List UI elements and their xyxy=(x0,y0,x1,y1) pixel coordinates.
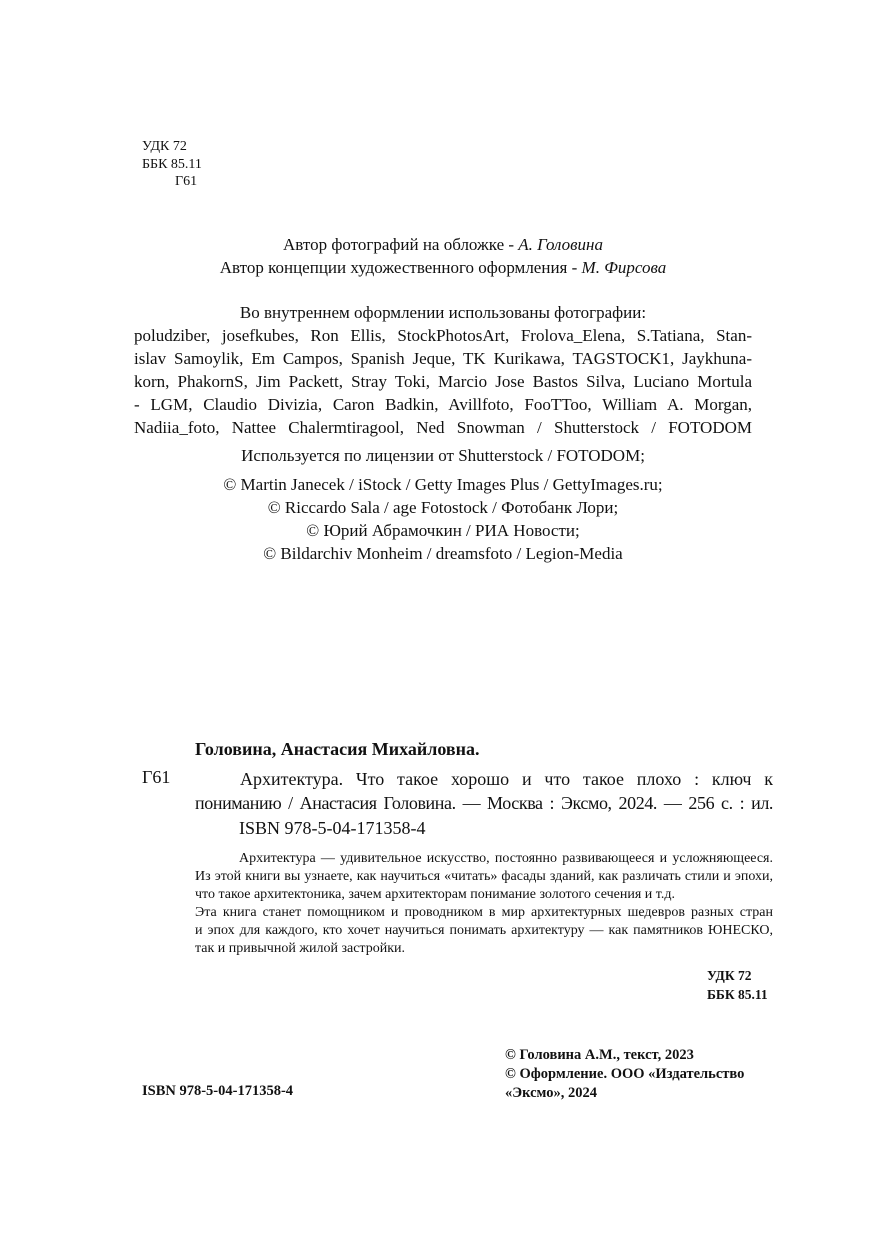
bottom-bbk: ББК 85.11 xyxy=(707,987,768,1002)
annotation-line: так и привычной жилой застройки. xyxy=(195,941,405,956)
license-note: Используется по лицензии от Shutterstock / FOTODOM; xyxy=(241,446,645,465)
annotation-line: что такое архитектоника, зачем архитекторам понимание золотого сечения и т.д. xyxy=(195,887,675,902)
cover-photo-credit: Автор фотографий на обложке - А. Головина xyxy=(283,235,603,254)
classification-block xyxy=(142,138,202,191)
rights-line: © Martin Janecek / iStock / Getty Images Plus / GettyImages.ru; xyxy=(223,475,663,494)
record-title xyxy=(195,767,773,815)
rights-line: © Юрий Абрамочкин / РИА Новости; xyxy=(306,521,580,540)
footer-isbn: ISBN 978-5-04-171358-4 xyxy=(142,1083,294,1099)
record-author: Головина, Анастасия Михайловна. xyxy=(195,739,480,759)
rights-line: © Bildarchiv Monheim / dreamsfoto / Legion-Media xyxy=(263,544,623,563)
photo-rights xyxy=(0,473,886,565)
annotation-line: Из этой книги вы узнаете, как научиться «читать» фасады зданий, как различать стили и эпохи, xyxy=(195,869,773,884)
copyright-line: © Оформление. ООО «Издательство xyxy=(505,1066,745,1082)
interior-credits-heading: Во внутреннем оформлении использованы фотографии: xyxy=(239,303,647,322)
interior-credits-line: islav Samoylik, Em Campos, Spanish Jeque, TK Kurikawa, TAGSTOCK1, Jaykhuna- xyxy=(134,349,752,368)
record-cutter: Г61 xyxy=(142,767,171,787)
record-title-line: Архитектура. Что такое хорошо и что такое плохо : ключ к xyxy=(240,769,773,789)
udk-code: УДК 72 xyxy=(142,139,187,154)
annotation-line: и эпох для каждого, кто хочет научиться понимать архитектуру — как памятников ЮНЕСКО, xyxy=(195,923,773,938)
interior-credits xyxy=(0,301,886,439)
bottom-classification xyxy=(707,966,768,1004)
rights-line: © Riccardo Sala / age Fotostock / Фотобанк Лори; xyxy=(267,498,619,517)
interior-credits-line: Nadiia_foto, Nattee Chalermtiragool, Ned Snowman / Shutterstock / FOTODOM xyxy=(134,418,752,437)
interior-credits-line: korn, PhakornS, Jim Packett, Stray Toki, Marcio Jose Bastos Silva, Luciano Mortula xyxy=(134,372,752,391)
annotation-line: Эта книга станет помощником и проводником в мир архитектурных шедевров разных стран xyxy=(195,905,773,920)
bbk-code: ББК 85.11 xyxy=(142,156,202,172)
interior-credits-line: - LGM, Claudio Divizia, Caron Badkin, Avillfoto, FooTToo, William A. Morgan, xyxy=(134,395,752,414)
copyright-line: «Эксмо», 2024 xyxy=(505,1085,597,1101)
cutter-code: Г61 xyxy=(175,174,198,189)
record-title-line: пониманию / Анастасия Головина. — Москва : Эксмо, 2024. — 256 с. : ил. xyxy=(195,793,773,813)
annotation-line: Архитектура — удивительное искусство, постоянно развивающееся и усложняющееся. xyxy=(239,851,773,866)
bottom-udk: УДК 72 xyxy=(707,968,752,983)
annotation xyxy=(195,850,773,958)
copyright-line: © Головина А.М., текст, 2023 xyxy=(505,1047,694,1063)
cover-design-credit: Автор концепции художественного оформления - М. Фирсова xyxy=(219,258,667,277)
record-isbn: ISBN 978-5-04-171358-4 xyxy=(239,818,426,838)
copyright-block xyxy=(505,1046,744,1103)
interior-credits-line: poludziber, josefkubes, Ron Ellis, StockPhotosArt, Frolova_Elena, S.Tatiana, Stan- xyxy=(134,326,752,345)
cover-credits xyxy=(0,233,886,279)
